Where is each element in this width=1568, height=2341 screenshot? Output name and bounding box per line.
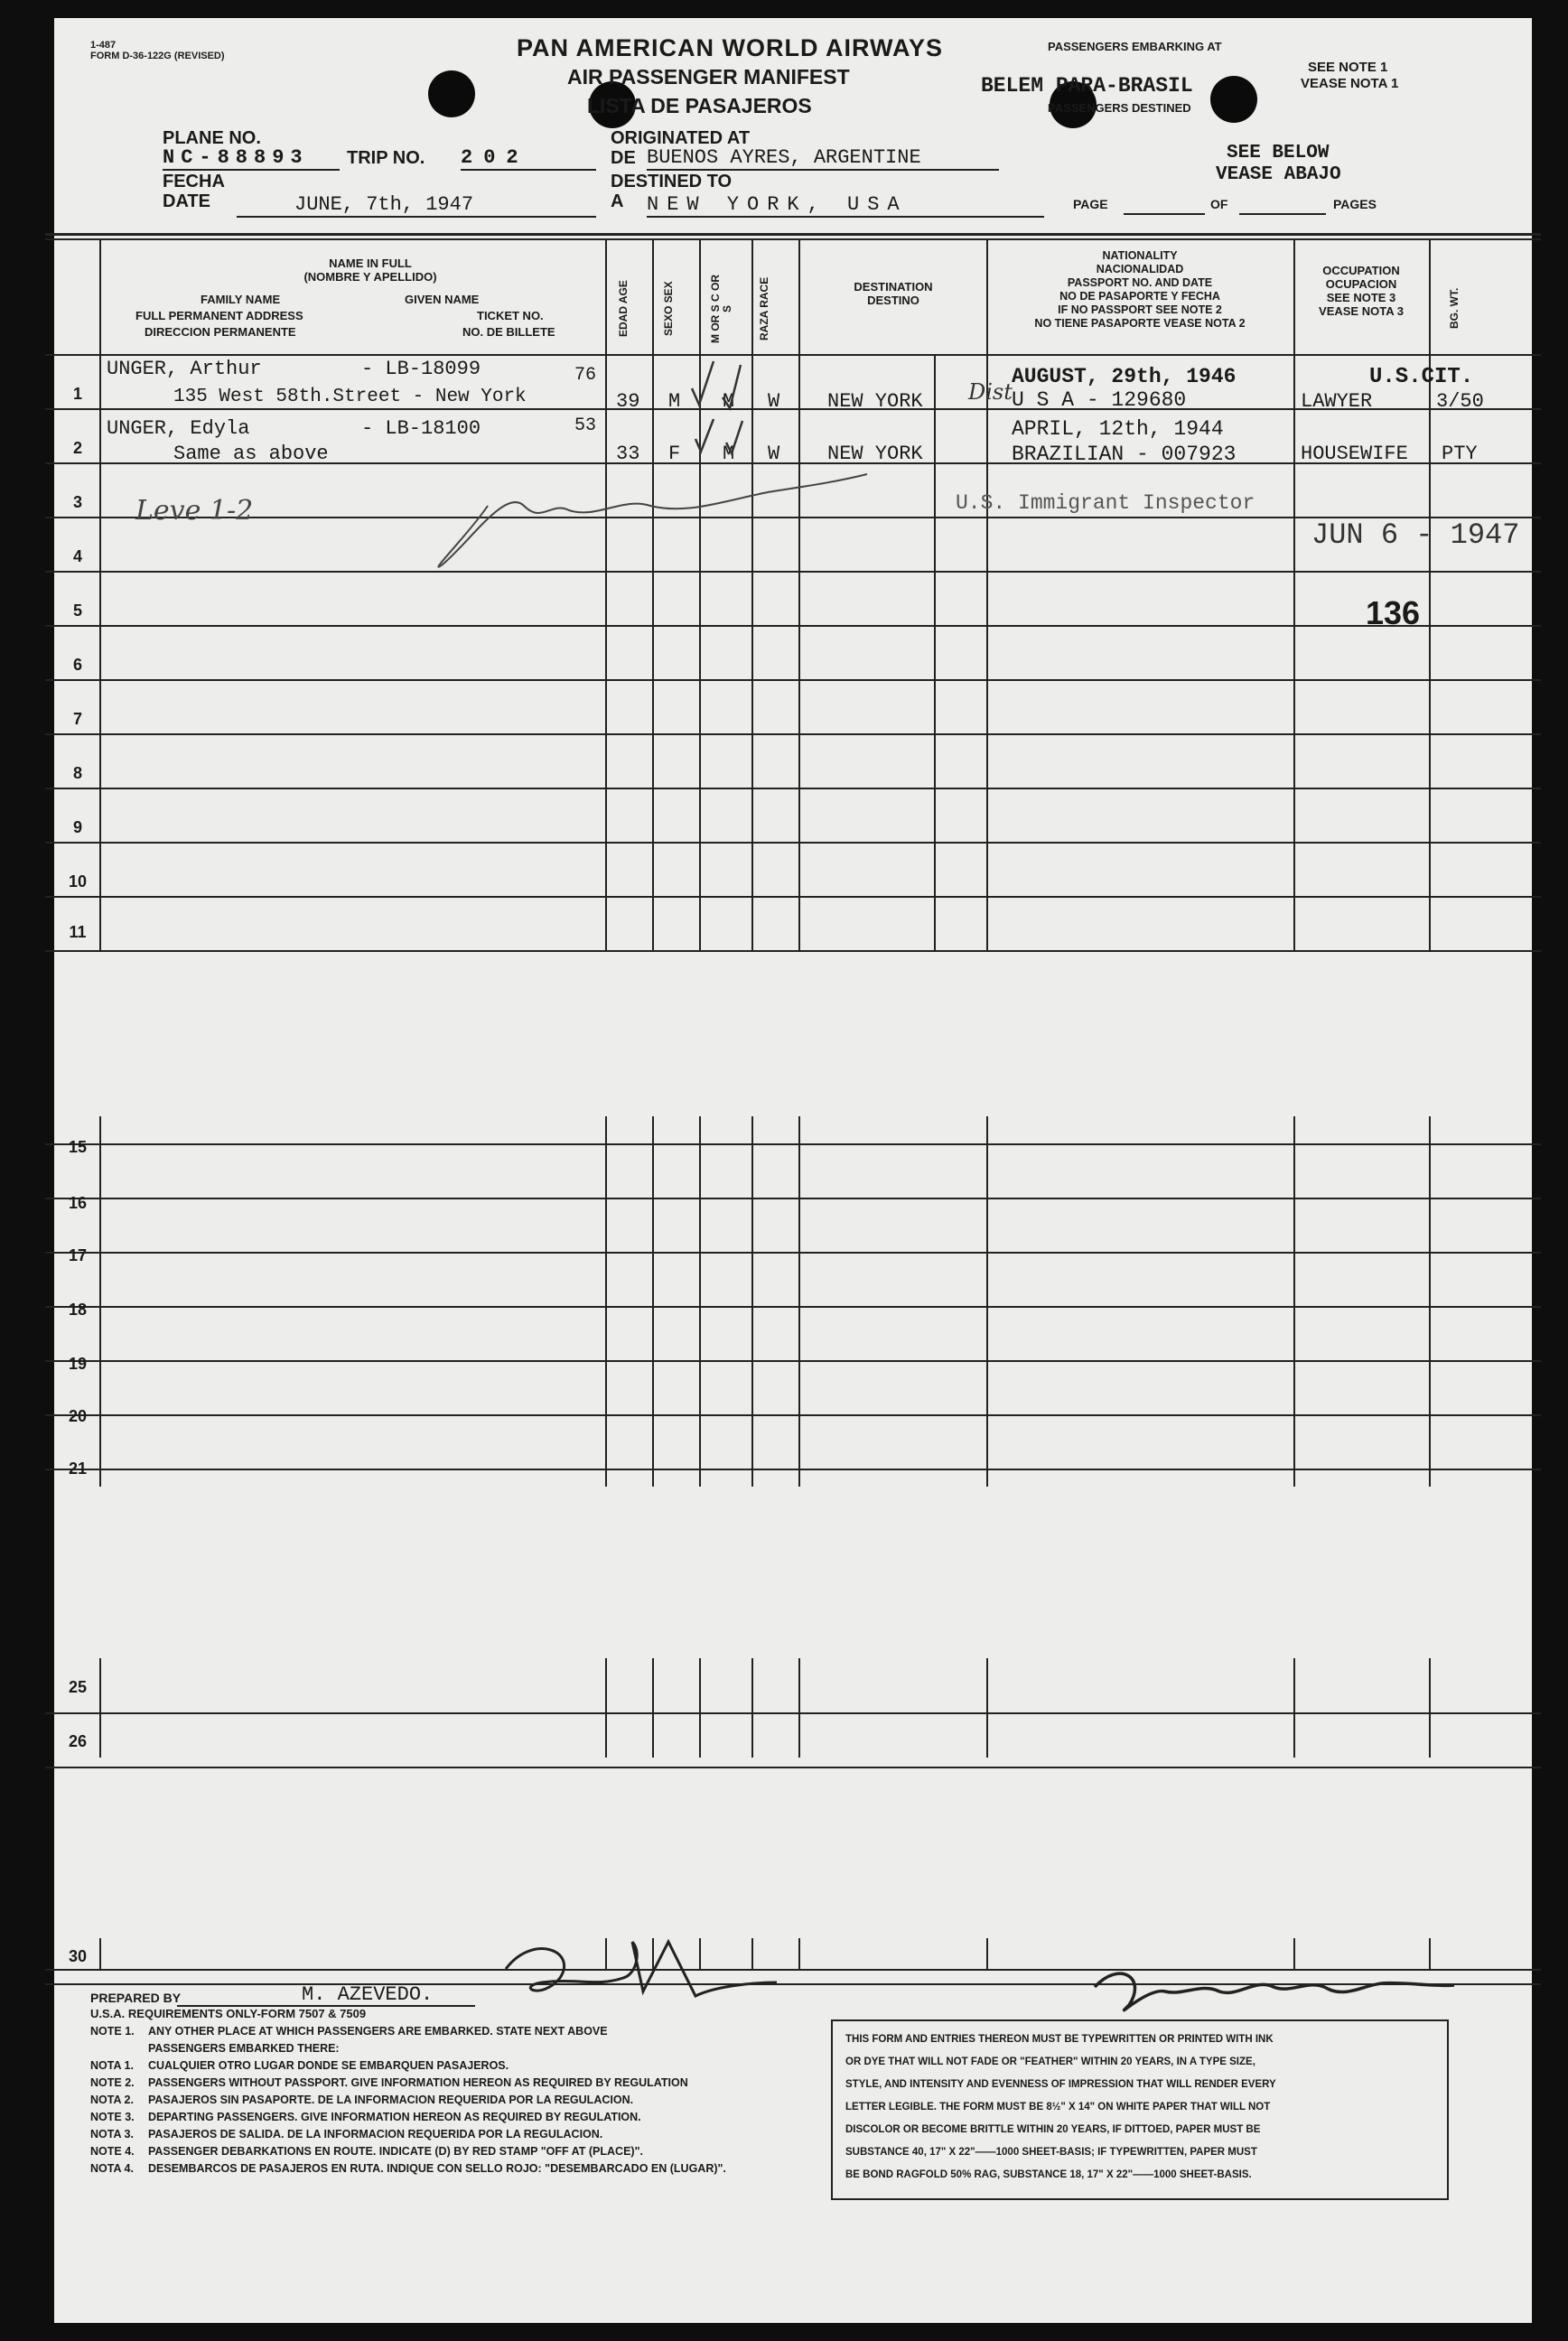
p1-marital: M [723, 390, 735, 413]
row-number: 30 [68, 1947, 88, 1965]
embarking-label: PASSENGERS EMBARKING AT [1048, 40, 1222, 53]
plane-no-label: PLANE NO. [163, 128, 261, 148]
number-stamp: 136 [1366, 594, 1421, 631]
check-mark-icon [695, 419, 714, 452]
p2-ticket: - LB-18100 [361, 417, 481, 440]
p1-age: 39 [616, 390, 640, 413]
form-code: FORM D-36-122G (REVISED) [90, 51, 225, 61]
row-number: 6 [72, 656, 82, 674]
origin-de-label: DE [611, 148, 636, 168]
row-number: 26 [68, 1732, 88, 1750]
col-billete: NO. DE BILLETE [462, 325, 555, 339]
p2-address: Same as above [173, 443, 329, 465]
legal-line: OR DYE THAT WILL NOT FADE OR "FEATHER" WITHIN 20 YEARS, IN A TYPE SIZE, [845, 2057, 1255, 2067]
of-label: OF [1210, 197, 1228, 211]
note-text: ANY OTHER PLACE AT WHICH PASSENGERS ARE EMBARKED. STATE NEXT ABOVE [148, 2025, 608, 2038]
row-number: 10 [68, 872, 88, 891]
row-number: 20 [68, 1407, 88, 1425]
manifest-title: AIR PASSENGER MANIFEST [567, 65, 850, 89]
destined-label: DESTINED TO [611, 172, 733, 191]
officer-signature-icon [1095, 1973, 1454, 2010]
p1-occupation-mark: U.S.CIT. [1369, 365, 1474, 389]
legal-line: THIS FORM AND ENTRIES THEREON MUST BE TYPEWRITTEN OR PRINTED WITH INK [845, 2034, 1274, 2045]
see-below: SEE BELOW [1227, 143, 1330, 163]
footer-note [90, 2025, 608, 2038]
p1-address: 135 West 58th.Street - New York [173, 387, 527, 407]
p2-bag: PTY [1442, 443, 1478, 465]
p1-sex: M [668, 390, 681, 413]
check-mark-icon [692, 361, 714, 405]
p2-destination: NEW YORK [827, 443, 923, 465]
note-text: DEPARTING PASSENGERS. GIVE INFORMATION HEREON AS REQUIRED BY REGULATION. [148, 2111, 641, 2123]
p2-race: W [768, 443, 780, 465]
inspector-stamp: U.S. Immigrant Inspector [956, 491, 1255, 515]
note-tag: NOTE 1. [90, 2025, 135, 2038]
col-family-name: FAMILY NAME [201, 293, 281, 306]
col-bag-weight: BG. WT. [1448, 287, 1461, 329]
embarking-value: BELEM PARA-BRASIL [981, 74, 1193, 98]
p1-destination: NEW YORK [827, 390, 923, 413]
trip-no-value: 202 [461, 146, 596, 171]
footer-note [90, 2111, 641, 2123]
p1-name: UNGER, Arthur [107, 358, 262, 380]
p2-marital: M [723, 443, 735, 465]
col-race: RAZA RACE [758, 276, 770, 341]
origin-value: BUENOS AYRES, ARGENTINE [647, 146, 999, 171]
col-destination: DESTINATION DESTINO [854, 280, 933, 307]
date-label: DATE [163, 191, 210, 211]
col-marital: M OR S C OR S [709, 275, 733, 344]
p1-ticket-note: 76 [574, 365, 597, 386]
note-text: PASAJEROS SIN PASAPORTE. DE LA INFORMACION REQUERIDA POR LA REGULACION. [148, 2094, 634, 2106]
airline-name: PAN AMERICAN WORLD AIRWAYS [517, 34, 944, 61]
row-number: 16 [68, 1194, 88, 1212]
footer-note [90, 2076, 688, 2089]
col-sex: SEXO SEX [662, 281, 675, 337]
footer-note [90, 2042, 340, 2055]
p2-age: 33 [616, 443, 640, 465]
note-text: PASSENGER DEBARKATIONS EN ROUTE. INDICATE (D) BY RED STAMP "OFF AT (PLACE)". [148, 2145, 643, 2158]
see-note-1: SEE NOTE 1 [1308, 60, 1388, 75]
p1-nat-line2: U S A - 129680 [1012, 388, 1187, 412]
vease-nota-1: VEASE NOTA 1 [1301, 76, 1399, 91]
prepared-by-value: M. AZEVEDO. [302, 1983, 434, 2006]
destination-value: NEW YORK, USA [647, 193, 1044, 218]
check-mark-icon [723, 365, 741, 408]
col-direccion: DIRECCION PERMANENTE [145, 325, 296, 339]
note-tag: NOTA 4. [90, 2162, 134, 2175]
footer-note [90, 2128, 602, 2140]
footer-note [90, 2145, 643, 2158]
legal-line: DISCOLOR OR BECOME BRITTLE WITHIN 20 YEARS, IF DITTOED, PAPER MUST BE [845, 2124, 1261, 2135]
col-age: EDAD AGE [617, 280, 630, 338]
preparer-signature-icon [506, 1942, 777, 1996]
note-text: PASAJEROS DE SALIDA. DE LA INFORMACION REQUERIDA POR LA REGULACION. [148, 2128, 603, 2140]
row-number: 11 [69, 923, 87, 941]
row-number: 4 [72, 547, 82, 565]
col-name-header: NAME IN FULL (NOMBRE Y APELLIDO) [303, 256, 437, 284]
col-address: FULL PERMANENT ADDRESS [135, 309, 303, 322]
date-value: JUNE, 7th, 1947 [237, 193, 596, 218]
row-number: 21 [68, 1460, 88, 1478]
p1-race: W [768, 390, 780, 413]
originated-label: ORIGINATED AT [611, 128, 751, 148]
note-tag: NOTA 2. [90, 2094, 134, 2106]
note-text: PASSENGERS WITHOUT PASSPORT. GIVE INFORMATION HEREON AS REQUIRED BY REGULATION [148, 2076, 688, 2089]
col-given-name: GIVEN NAME [405, 293, 480, 306]
p2-occupation: HOUSEWIFE [1301, 443, 1408, 465]
note-tag: NOTA 1. [90, 2059, 134, 2072]
footer-note [90, 2094, 633, 2106]
dest-a-label: A [611, 191, 624, 211]
row-number: 18 [68, 1301, 88, 1319]
legal-line: BE BOND RAGFOLD 50% RAG, SUBSTANCE 18, 17" X 22"——1000 SHEET-BASIS. [845, 2169, 1252, 2180]
row-number: 25 [68, 1678, 88, 1696]
form-code-top: 1-487 [90, 40, 117, 51]
note-tag: NOTA 3. [90, 2128, 134, 2140]
requirements-line: U.S.A. REQUIREMENTS ONLY-FORM 7507 & 7509 [90, 2007, 367, 2020]
col-nationality: NATIONALITY NACIONALIDAD PASSPORT NO. AND DATE NO DE PASAPORTE Y FECHA IF NO PASSPORT SEE NOTE 2 NO TIENE PASAPORTE VEASE NOTA 2 [1034, 249, 1246, 330]
row-number: 1 [72, 385, 82, 403]
row-number: 19 [68, 1355, 88, 1373]
note-tag: NOTE 4. [90, 2145, 135, 2158]
row-number: 8 [72, 764, 82, 782]
dist-handwritten: Dist [968, 379, 1013, 405]
p2-ticket-note: 53 [574, 415, 597, 436]
pages-label: PAGES [1333, 197, 1377, 211]
row-number: 2 [72, 439, 82, 457]
row3-handwritten-note: Leve 1-2 [135, 495, 254, 527]
row-number: 15 [68, 1138, 88, 1156]
row-number: 7 [72, 710, 82, 728]
p1-ticket: - LB-18099 [361, 358, 481, 380]
note-text: CUALQUIER OTRO LUGAR DONDE SE EMBARQUEN PASAJEROS. [148, 2059, 509, 2072]
row-number: 3 [72, 493, 82, 511]
fecha-label: FECHA [163, 172, 225, 191]
footer-note [90, 2162, 726, 2175]
p1-bag: 3/50 [1436, 390, 1484, 413]
row-number: 17 [68, 1246, 88, 1264]
check-mark-icon [726, 421, 742, 453]
p2-name: UNGER, Edyla [107, 417, 250, 440]
p2-nat-line1: APRIL, 12th, 1944 [1012, 417, 1224, 441]
page-label: PAGE [1073, 197, 1108, 211]
plane-no-value: NC-88893 [163, 146, 340, 171]
trip-no-label: TRIP NO. [347, 148, 425, 168]
date-stamp: JUN 6 - 1947 [1311, 518, 1520, 552]
note-text: PASSENGERS EMBARKED THERE: [148, 2042, 340, 2055]
footer-note [90, 2059, 509, 2072]
note-tag: NOTE 2. [90, 2076, 135, 2089]
row-number: 5 [72, 602, 82, 620]
vease-abajo: VEASE ABAJO [1216, 164, 1341, 185]
prepared-by-label: PREPARED BY [90, 1991, 182, 2005]
manifest-title-es: LISTA DE PASAJEROS [587, 94, 812, 117]
note-text: DESEMBARCOS DE PASAJEROS EN RUTA. INDIQUE CON SELLO ROJO: "DESEMBARCADO EN (LUGAR)". [148, 2162, 726, 2175]
legal-line: STYLE, AND INTENSITY AND EVENNESS OF IMPRESSION THAT WILL RENDER EVERY [845, 2079, 1276, 2090]
p1-nat-line1: AUGUST, 29th, 1946 [1012, 365, 1237, 388]
col-ticket: TICKET NO. [477, 309, 544, 322]
p2-nat-line2: BRAZILIAN - 007923 [1012, 443, 1237, 466]
destining-label: PASSENGERS DESTINED [1048, 101, 1191, 115]
row-number: 9 [72, 818, 82, 836]
legal-line: LETTER LEGIBLE. THE FORM MUST BE 8½" X 14" ON WHITE PAPER THAT WILL NOT [845, 2102, 1271, 2112]
p1-occupation: LAWYER [1301, 390, 1373, 413]
note-tag: NOTE 3. [90, 2111, 135, 2123]
col-occupation: OCCUPATION OCUPACION SEE NOTE 3 VEASE NOTA 3 [1319, 264, 1404, 318]
inspector-signature-icon [438, 474, 867, 567]
p2-sex: F [668, 443, 681, 465]
legal-line: SUBSTANCE 40, 17" X 22"——1000 SHEET-BASIS; IF TYPEWRITTEN, PAPER MUST [845, 2147, 1257, 2158]
